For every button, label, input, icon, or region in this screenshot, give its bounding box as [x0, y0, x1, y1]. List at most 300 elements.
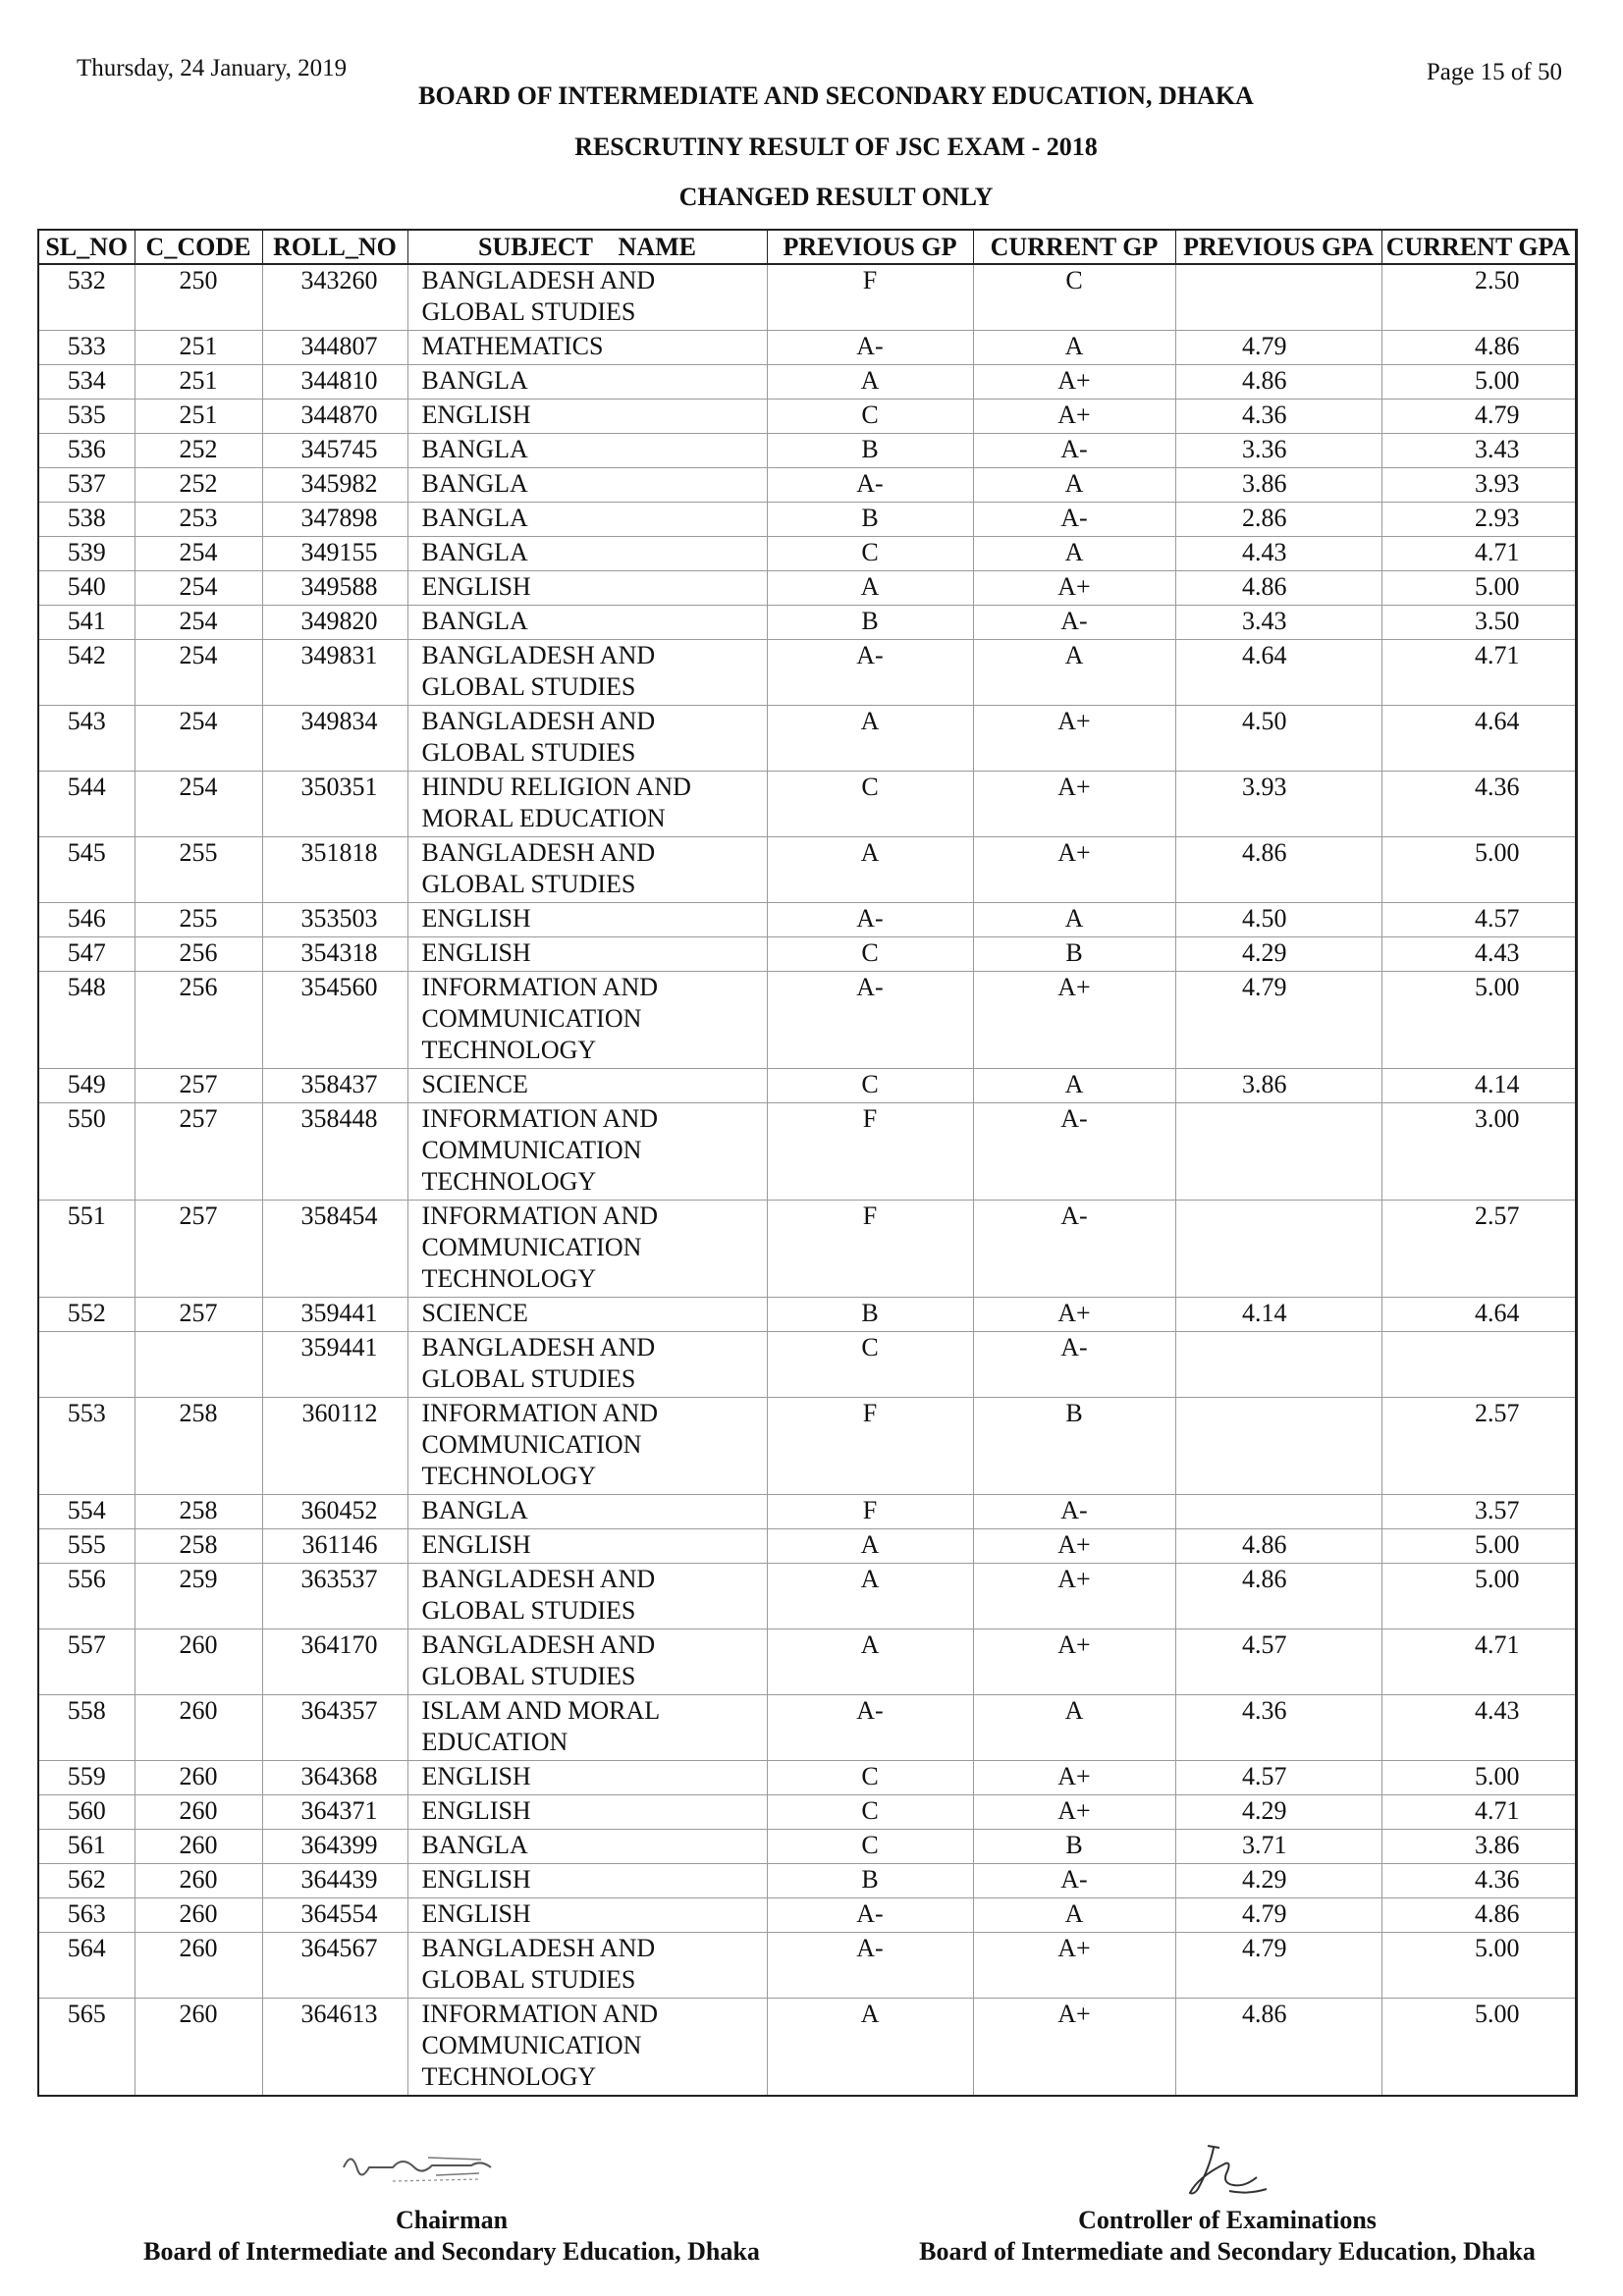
- cell-previous-gpa: [1175, 1332, 1381, 1398]
- cell-current-gp: B: [973, 1830, 1175, 1864]
- col-roll-no: ROLL_NO: [262, 230, 407, 264]
- cell-current-gp: A-: [973, 434, 1175, 468]
- cell-current-gpa: 2.50: [1381, 264, 1576, 331]
- cell-roll-no: 361146: [262, 1529, 407, 1564]
- cell-previous-gp: A: [767, 571, 973, 606]
- table-row: [38, 903, 1576, 937]
- cell-subject-name: INFORMATION AND COMMUNICATION TECHNOLOGY: [407, 972, 767, 1069]
- cell-c-code: 258: [135, 1529, 262, 1564]
- cell-subject-name: ENGLISH: [407, 903, 767, 937]
- cell-c-code: 254: [135, 640, 262, 706]
- cell-current-gpa: 5.00: [1381, 571, 1576, 606]
- page-number: Page 15 of 50: [1426, 59, 1562, 85]
- cell-sl-no: [38, 1332, 135, 1398]
- cell-current-gpa: 4.64: [1381, 706, 1576, 772]
- table-row: [38, 571, 1576, 606]
- cell-current-gp: A+: [973, 400, 1175, 434]
- cell-roll-no: 358437: [262, 1069, 407, 1103]
- cell-subject-name: BANGLA: [407, 1495, 767, 1529]
- cell-current-gp: A+: [973, 365, 1175, 400]
- cell-subject-name: BANGLA: [407, 537, 767, 571]
- cell-current-gpa: 2.57: [1381, 1201, 1576, 1298]
- cell-current-gpa: 5.00: [1381, 1529, 1576, 1564]
- cell-current-gpa: 5.00: [1381, 365, 1576, 400]
- cell-current-gp: A: [973, 1069, 1175, 1103]
- cell-subject-name: INFORMATION AND COMMUNICATION TECHNOLOGY: [407, 1398, 767, 1495]
- cell-previous-gp: A-: [767, 903, 973, 937]
- cell-current-gpa: 3.43: [1381, 434, 1576, 468]
- cell-subject-name: INFORMATION AND COMMUNICATION TECHNOLOGY: [407, 1103, 767, 1201]
- col-previous-gp: PREVIOUS GP: [767, 230, 973, 264]
- cell-previous-gp: C: [767, 937, 973, 972]
- cell-previous-gpa: 3.71: [1175, 1830, 1381, 1864]
- cell-previous-gpa: 4.50: [1175, 903, 1381, 937]
- controller-signature-image: [1168, 2138, 1286, 2201]
- cell-sl-no: 542: [38, 640, 135, 706]
- cell-sl-no: 536: [38, 434, 135, 468]
- cell-c-code: 259: [135, 1564, 262, 1629]
- table-row: [38, 640, 1576, 706]
- cell-subject-name: INFORMATION AND COMMUNICATION TECHNOLOGY: [407, 1999, 767, 2097]
- cell-current-gp: A: [973, 1695, 1175, 1761]
- cell-subject-name: BANGLADESH AND GLOBAL STUDIES: [407, 1629, 767, 1695]
- cell-current-gpa: 5.00: [1381, 1761, 1576, 1795]
- cell-subject-name: ENGLISH: [407, 1529, 767, 1564]
- cell-c-code: 254: [135, 772, 262, 837]
- cell-subject-name: BANGLADESH AND GLOBAL STUDIES: [407, 1933, 767, 1999]
- cell-previous-gp: A: [767, 1564, 973, 1629]
- col-subject-name: SUBJECT NAME: [407, 230, 767, 264]
- col-sl-no: SL_NO: [38, 230, 135, 264]
- cell-current-gp: A-: [973, 1495, 1175, 1529]
- cell-c-code: 260: [135, 1898, 262, 1933]
- cell-current-gpa: 4.71: [1381, 537, 1576, 571]
- cell-c-code: 251: [135, 400, 262, 434]
- cell-previous-gp: B: [767, 1864, 973, 1898]
- cell-current-gp: C: [973, 264, 1175, 331]
- cell-current-gp: A+: [973, 972, 1175, 1069]
- cell-current-gp: A-: [973, 503, 1175, 537]
- cell-subject-name: BANGLADESH AND GLOBAL STUDIES: [407, 1332, 767, 1398]
- cell-sl-no: 546: [38, 903, 135, 937]
- cell-subject-name: BANGLADESH AND GLOBAL STUDIES: [407, 264, 767, 331]
- cell-previous-gpa: 4.79: [1175, 331, 1381, 365]
- cell-current-gp: A: [973, 1898, 1175, 1933]
- cell-previous-gpa: 4.86: [1175, 365, 1381, 400]
- cell-roll-no: 364170: [262, 1629, 407, 1695]
- cell-current-gp: B: [973, 1398, 1175, 1495]
- cell-sl-no: 543: [38, 706, 135, 772]
- cell-current-gpa: 4.64: [1381, 1298, 1576, 1332]
- cell-previous-gp: B: [767, 606, 973, 640]
- cell-subject-name: BANGLADESH AND GLOBAL STUDIES: [407, 837, 767, 903]
- cell-roll-no: 353503: [262, 903, 407, 937]
- cell-previous-gp: B: [767, 1298, 973, 1332]
- cell-sl-no: 541: [38, 606, 135, 640]
- cell-c-code: 260: [135, 1761, 262, 1795]
- table-row: [38, 1529, 1576, 1564]
- cell-subject-name: ISLAM AND MORAL EDUCATION: [407, 1695, 767, 1761]
- cell-roll-no: 360112: [262, 1398, 407, 1495]
- results-table: [37, 229, 1578, 2097]
- table-row: [38, 365, 1576, 400]
- cell-c-code: 251: [135, 331, 262, 365]
- cell-sl-no: 550: [38, 1103, 135, 1201]
- cell-c-code: 254: [135, 537, 262, 571]
- col-previous-gpa: PREVIOUS GPA: [1175, 230, 1381, 264]
- cell-subject-name: BANGLA: [407, 606, 767, 640]
- cell-roll-no: 359441: [262, 1298, 407, 1332]
- cell-previous-gpa: [1175, 1103, 1381, 1201]
- table-row: [38, 937, 1576, 972]
- table-row: [38, 400, 1576, 434]
- cell-c-code: 260: [135, 1933, 262, 1999]
- cell-previous-gp: C: [767, 772, 973, 837]
- cell-current-gpa: 3.00: [1381, 1103, 1576, 1201]
- cell-c-code: [135, 1332, 262, 1398]
- cell-current-gpa: 5.00: [1381, 1564, 1576, 1629]
- cell-previous-gp: A: [767, 1999, 973, 2097]
- cell-c-code: 255: [135, 903, 262, 937]
- cell-roll-no: 344870: [262, 400, 407, 434]
- cell-previous-gpa: 4.79: [1175, 972, 1381, 1069]
- cell-current-gpa: 5.00: [1381, 972, 1576, 1069]
- cell-roll-no: 364399: [262, 1830, 407, 1864]
- cell-current-gpa: 3.93: [1381, 468, 1576, 503]
- cell-c-code: 254: [135, 571, 262, 606]
- cell-current-gpa: 5.00: [1381, 837, 1576, 903]
- cell-previous-gp: C: [767, 1332, 973, 1398]
- table-row: [38, 1069, 1576, 1103]
- cell-current-gp: A-: [973, 606, 1175, 640]
- cell-previous-gp: A-: [767, 1695, 973, 1761]
- cell-sl-no: 544: [38, 772, 135, 837]
- cell-sl-no: 540: [38, 571, 135, 606]
- cell-current-gp: A+: [973, 571, 1175, 606]
- cell-subject-name: HINDU RELIGION AND MORAL EDUCATION: [407, 772, 767, 837]
- controller-signature-block: [884, 2138, 1571, 2268]
- cell-current-gp: A+: [973, 1298, 1175, 1332]
- cell-current-gp: A: [973, 331, 1175, 365]
- cell-subject-name: ENGLISH: [407, 400, 767, 434]
- board-title: BOARD OF INTERMEDIATE AND SECONDARY EDUCATION, DHAKA: [418, 81, 1254, 110]
- cell-current-gpa: 2.57: [1381, 1398, 1576, 1495]
- cell-sl-no: 561: [38, 1830, 135, 1864]
- cell-sl-no: 535: [38, 400, 135, 434]
- cell-c-code: 251: [135, 365, 262, 400]
- cell-previous-gpa: 3.86: [1175, 1069, 1381, 1103]
- table-row: [38, 1564, 1576, 1629]
- cell-current-gp: A+: [973, 706, 1175, 772]
- cell-previous-gpa: 3.86: [1175, 468, 1381, 503]
- cell-roll-no: 363537: [262, 1564, 407, 1629]
- cell-current-gp: A+: [973, 1564, 1175, 1629]
- controller-organization: Board of Intermediate and Secondary Education, Dhaka: [919, 2237, 1536, 2266]
- cell-c-code: 257: [135, 1103, 262, 1201]
- cell-sl-no: 534: [38, 365, 135, 400]
- table-row: [38, 1398, 1576, 1495]
- cell-current-gp: A: [973, 640, 1175, 706]
- cell-roll-no: 364368: [262, 1761, 407, 1795]
- cell-roll-no: 364439: [262, 1864, 407, 1898]
- cell-c-code: 255: [135, 837, 262, 903]
- cell-previous-gp: C: [767, 1761, 973, 1795]
- cell-previous-gp: C: [767, 1795, 973, 1830]
- cell-subject-name: MATHEMATICS: [407, 331, 767, 365]
- cell-c-code: 253: [135, 503, 262, 537]
- cell-previous-gp: B: [767, 434, 973, 468]
- cell-roll-no: 351818: [262, 837, 407, 903]
- table-row: [38, 1795, 1576, 1830]
- cell-previous-gp: A: [767, 1529, 973, 1564]
- cell-c-code: 257: [135, 1069, 262, 1103]
- cell-current-gp: A-: [973, 1103, 1175, 1201]
- cell-previous-gpa: 3.43: [1175, 606, 1381, 640]
- table-row: [38, 706, 1576, 772]
- cell-current-gpa: 4.14: [1381, 1069, 1576, 1103]
- table-row: [38, 1761, 1576, 1795]
- cell-roll-no: 349820: [262, 606, 407, 640]
- cell-sl-no: 547: [38, 937, 135, 972]
- cell-sl-no: 539: [38, 537, 135, 571]
- cell-subject-name: BANGLA: [407, 468, 767, 503]
- cell-subject-name: BANGLADESH AND GLOBAL STUDIES: [407, 1564, 767, 1629]
- cell-previous-gpa: 2.86: [1175, 503, 1381, 537]
- cell-previous-gpa: 4.86: [1175, 837, 1381, 903]
- table-row: [38, 1999, 1576, 2097]
- cell-c-code: 254: [135, 606, 262, 640]
- cell-subject-name: ENGLISH: [407, 571, 767, 606]
- cell-current-gp: A+: [973, 1795, 1175, 1830]
- cell-c-code: 256: [135, 972, 262, 1069]
- table-row: [38, 503, 1576, 537]
- cell-previous-gp: F: [767, 1495, 973, 1529]
- cell-current-gp: A-: [973, 1332, 1175, 1398]
- cell-previous-gpa: 4.86: [1175, 1564, 1381, 1629]
- cell-roll-no: 350351: [262, 772, 407, 837]
- cell-previous-gpa: 4.43: [1175, 537, 1381, 571]
- cell-current-gpa: 4.43: [1381, 937, 1576, 972]
- results-body: [38, 264, 1576, 2096]
- table-row: [38, 1629, 1576, 1695]
- cell-previous-gp: C: [767, 400, 973, 434]
- cell-current-gp: A: [973, 903, 1175, 937]
- cell-previous-gp: A: [767, 706, 973, 772]
- cell-roll-no: 345745: [262, 434, 407, 468]
- cell-sl-no: 564: [38, 1933, 135, 1999]
- cell-roll-no: 364613: [262, 1999, 407, 2097]
- table-row: [38, 837, 1576, 903]
- table-row: [38, 772, 1576, 837]
- cell-previous-gpa: 4.14: [1175, 1298, 1381, 1332]
- cell-roll-no: 358448: [262, 1103, 407, 1201]
- cell-current-gpa: 4.86: [1381, 331, 1576, 365]
- cell-previous-gpa: 4.79: [1175, 1933, 1381, 1999]
- table-row: [38, 1201, 1576, 1298]
- cell-previous-gp: F: [767, 1201, 973, 1298]
- cell-current-gpa: 4.36: [1381, 772, 1576, 837]
- cell-previous-gp: C: [767, 1830, 973, 1864]
- cell-sl-no: 554: [38, 1495, 135, 1529]
- cell-previous-gpa: 4.86: [1175, 1529, 1381, 1564]
- cell-subject-name: BANGLADESH AND GLOBAL STUDIES: [407, 640, 767, 706]
- cell-roll-no: 364567: [262, 1933, 407, 1999]
- cell-previous-gpa: 4.57: [1175, 1761, 1381, 1795]
- cell-previous-gpa: 4.86: [1175, 571, 1381, 606]
- table-row: [38, 1830, 1576, 1864]
- cell-current-gp: A+: [973, 1529, 1175, 1564]
- cell-current-gpa: 2.93: [1381, 503, 1576, 537]
- cell-previous-gpa: 4.29: [1175, 937, 1381, 972]
- cell-current-gp: A+: [973, 772, 1175, 837]
- report-subtitle: RESCRUTINY RESULT OF JSC EXAM - 2018: [574, 133, 1098, 161]
- cell-sl-no: 548: [38, 972, 135, 1069]
- cell-previous-gpa: [1175, 1398, 1381, 1495]
- cell-previous-gpa: 4.29: [1175, 1864, 1381, 1898]
- col-current-gpa: CURRENT GPA: [1381, 230, 1576, 264]
- cell-subject-name: ENGLISH: [407, 1795, 767, 1830]
- cell-c-code: 260: [135, 1695, 262, 1761]
- cell-previous-gp: A-: [767, 468, 973, 503]
- cell-sl-no: 549: [38, 1069, 135, 1103]
- cell-subject-name: ENGLISH: [407, 1761, 767, 1795]
- cell-roll-no: 344807: [262, 331, 407, 365]
- cell-previous-gp: A-: [767, 331, 973, 365]
- cell-c-code: 252: [135, 468, 262, 503]
- cell-current-gp: A+: [973, 1933, 1175, 1999]
- cell-roll-no: 349155: [262, 537, 407, 571]
- report-note: CHANGED RESULT ONLY: [678, 183, 994, 211]
- cell-subject-name: SCIENCE: [407, 1298, 767, 1332]
- cell-sl-no: 562: [38, 1864, 135, 1898]
- cell-subject-name: BANGLA: [407, 365, 767, 400]
- cell-roll-no: 349588: [262, 571, 407, 606]
- cell-roll-no: 364357: [262, 1695, 407, 1761]
- cell-c-code: 260: [135, 1795, 262, 1830]
- table-row: [38, 468, 1576, 503]
- cell-sl-no: 559: [38, 1761, 135, 1795]
- table-row: [38, 331, 1576, 365]
- cell-c-code: 257: [135, 1201, 262, 1298]
- cell-current-gpa: 5.00: [1381, 1999, 1576, 2097]
- cell-previous-gpa: 4.64: [1175, 640, 1381, 706]
- table-row: [38, 1495, 1576, 1529]
- cell-c-code: 256: [135, 937, 262, 972]
- cell-roll-no: 364554: [262, 1898, 407, 1933]
- cell-previous-gpa: 4.36: [1175, 1695, 1381, 1761]
- cell-c-code: 252: [135, 434, 262, 468]
- cell-subject-name: INFORMATION AND COMMUNICATION TECHNOLOGY: [407, 1201, 767, 1298]
- cell-previous-gpa: 4.79: [1175, 1898, 1381, 1933]
- table-row: [38, 1103, 1576, 1201]
- cell-current-gpa: 4.79: [1381, 400, 1576, 434]
- cell-c-code: 260: [135, 1864, 262, 1898]
- cell-current-gp: A+: [973, 1629, 1175, 1695]
- cell-sl-no: 560: [38, 1795, 135, 1830]
- table-row: [38, 1298, 1576, 1332]
- cell-roll-no: 345982: [262, 468, 407, 503]
- cell-previous-gp: F: [767, 1103, 973, 1201]
- cell-subject-name: BANGLA: [407, 503, 767, 537]
- cell-current-gp: A+: [973, 1761, 1175, 1795]
- cell-c-code: 258: [135, 1495, 262, 1529]
- table-row: [38, 606, 1576, 640]
- report-date: Thursday, 24 January, 2019: [77, 55, 348, 81]
- chairman-signature-image: [334, 2138, 530, 2201]
- cell-current-gp: A: [973, 537, 1175, 571]
- cell-current-gpa: [1381, 1332, 1576, 1398]
- cell-current-gpa: 4.86: [1381, 1898, 1576, 1933]
- cell-current-gpa: 5.00: [1381, 1933, 1576, 1999]
- cell-previous-gpa: 4.86: [1175, 1999, 1381, 2097]
- table-row: [38, 264, 1576, 331]
- cell-current-gpa: 4.71: [1381, 640, 1576, 706]
- cell-previous-gp: A-: [767, 972, 973, 1069]
- cell-roll-no: 349831: [262, 640, 407, 706]
- table-header-row: [38, 230, 1576, 264]
- cell-previous-gp: C: [767, 1069, 973, 1103]
- cell-sl-no: 537: [38, 468, 135, 503]
- cell-previous-gpa: [1175, 264, 1381, 331]
- cell-previous-gpa: 4.57: [1175, 1629, 1381, 1695]
- col-c-code: C_CODE: [135, 230, 262, 264]
- cell-current-gp: A+: [973, 1999, 1175, 2097]
- cell-sl-no: 563: [38, 1898, 135, 1933]
- cell-current-gpa: 3.86: [1381, 1830, 1576, 1864]
- cell-current-gpa: 4.71: [1381, 1795, 1576, 1830]
- cell-roll-no: 359441: [262, 1332, 407, 1398]
- cell-sl-no: 558: [38, 1695, 135, 1761]
- cell-current-gpa: 4.71: [1381, 1629, 1576, 1695]
- chairman-signature-block: [118, 2138, 785, 2268]
- cell-roll-no: 354318: [262, 937, 407, 972]
- cell-sl-no: 556: [38, 1564, 135, 1629]
- cell-subject-name: BANGLADESH AND GLOBAL STUDIES: [407, 706, 767, 772]
- chairman-organization: Board of Intermediate and Secondary Education, Dhaka: [143, 2237, 760, 2266]
- cell-c-code: 260: [135, 1830, 262, 1864]
- table-row: [38, 537, 1576, 571]
- cell-roll-no: 360452: [262, 1495, 407, 1529]
- cell-previous-gpa: [1175, 1201, 1381, 1298]
- cell-current-gpa: 3.57: [1381, 1495, 1576, 1529]
- col-current-gp: CURRENT GP: [973, 230, 1175, 264]
- table-row: [38, 434, 1576, 468]
- cell-current-gp: A: [973, 468, 1175, 503]
- cell-sl-no: 553: [38, 1398, 135, 1495]
- cell-current-gp: A+: [973, 837, 1175, 903]
- chairman-title: Chairman: [395, 2206, 509, 2234]
- cell-previous-gp: A: [767, 365, 973, 400]
- cell-previous-gpa: 4.36: [1175, 400, 1381, 434]
- table-row: [38, 1898, 1576, 1933]
- cell-roll-no: 354560: [262, 972, 407, 1069]
- cell-c-code: 254: [135, 706, 262, 772]
- cell-previous-gpa: 4.50: [1175, 706, 1381, 772]
- cell-previous-gpa: 3.36: [1175, 434, 1381, 468]
- cell-previous-gpa: 4.29: [1175, 1795, 1381, 1830]
- cell-subject-name: ENGLISH: [407, 937, 767, 972]
- cell-previous-gpa: [1175, 1495, 1381, 1529]
- controller-title: Controller of Examinations: [1078, 2206, 1377, 2234]
- cell-previous-gp: A-: [767, 1933, 973, 1999]
- cell-roll-no: 344810: [262, 365, 407, 400]
- cell-previous-gp: A: [767, 1629, 973, 1695]
- cell-current-gpa: 4.36: [1381, 1864, 1576, 1898]
- cell-c-code: 257: [135, 1298, 262, 1332]
- cell-current-gp: B: [973, 937, 1175, 972]
- cell-roll-no: 343260: [262, 264, 407, 331]
- cell-sl-no: 538: [38, 503, 135, 537]
